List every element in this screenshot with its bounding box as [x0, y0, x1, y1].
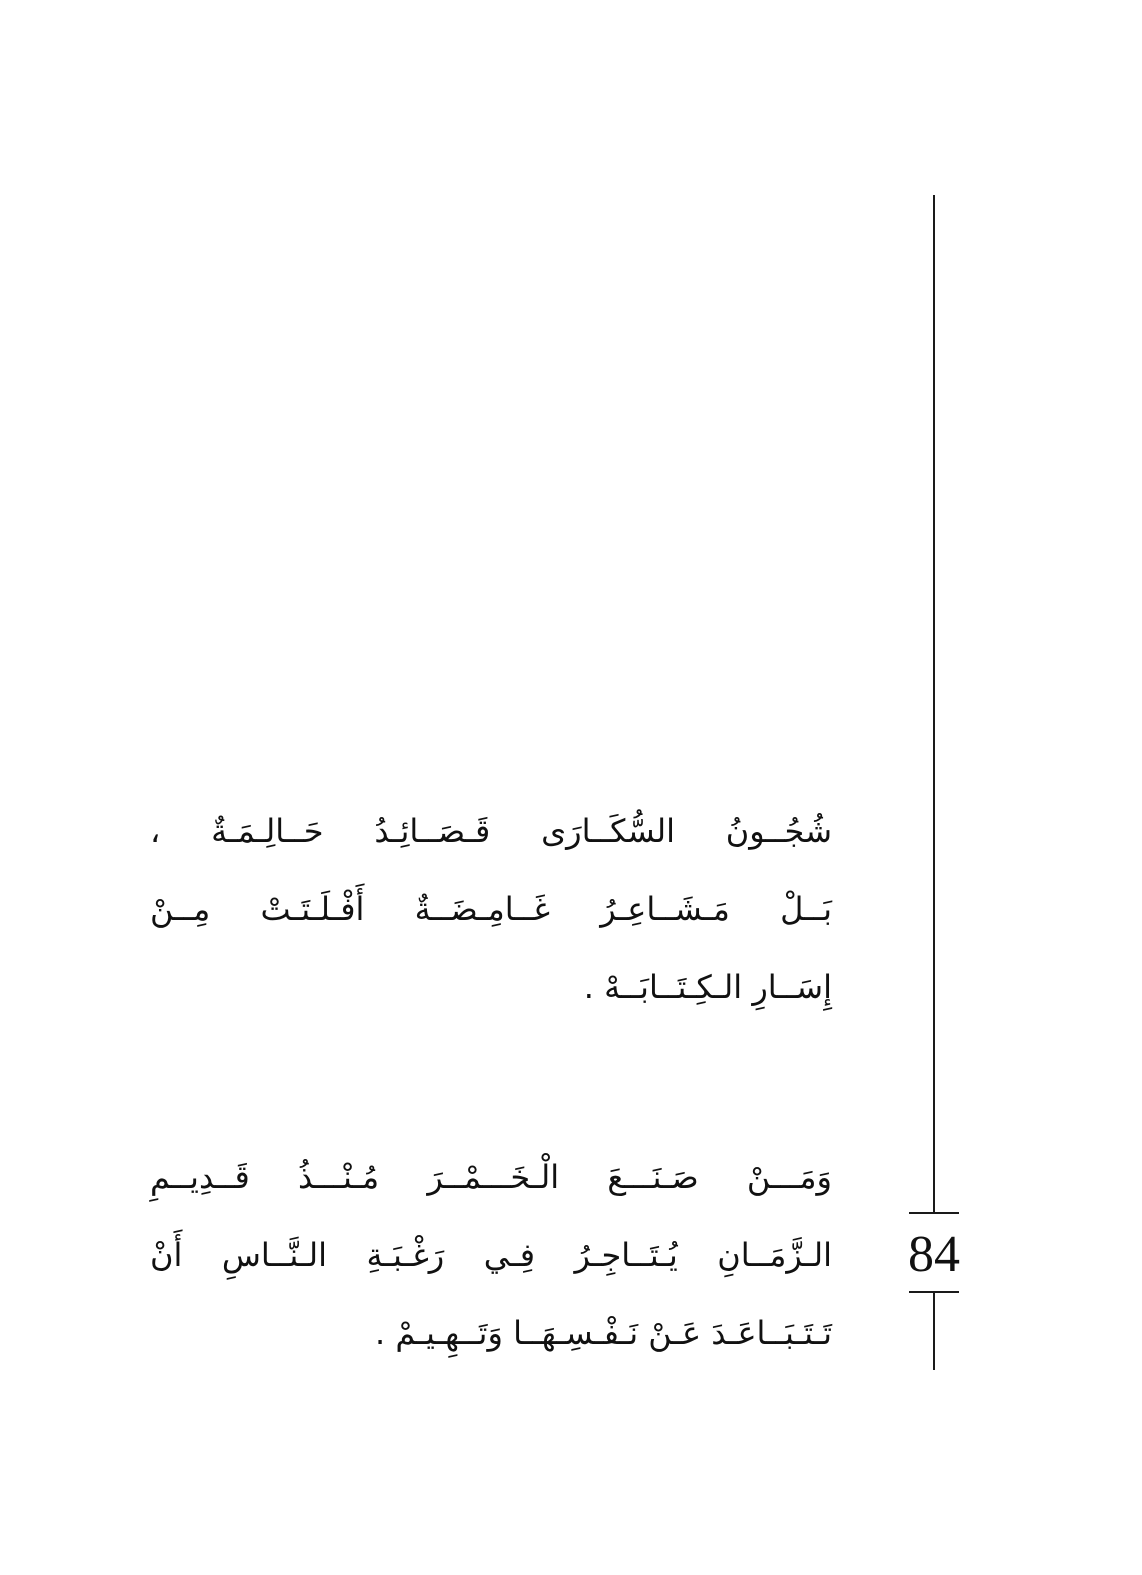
poem-stanza-1	[150, 792, 832, 1026]
poem-line: وَمَـــنْ صَـنَـــعَ الْـخَـــمْــرَ مُـنْـــذُ قَــدِيــمِ	[150, 1158, 832, 1196]
poem-line: إِسَــارِ الـكِـتَــابَــهْ .	[583, 968, 832, 1006]
page-number-tick-top	[909, 1212, 959, 1214]
poem-stanza-2	[150, 1138, 832, 1372]
page-number: 84	[908, 1226, 960, 1283]
poem-line: بَــلْ مَـشَــاعِـرُ غَــامِـضَــةٌ أَفْـلَـتَـتْ مِــنْ	[150, 890, 832, 928]
poem-line: شُجُــونُ السُّكَــارَى قَـصَــائِـدُ حَــالِـمَـةٌ ،	[150, 812, 832, 850]
margin-rule-bottom	[933, 1293, 935, 1370]
poem-line: الـزَّمَــانِ يُـتَــاجِـرُ فِـي رَغْـبَـةِ الـنَّــاسِ أَنْ	[150, 1236, 832, 1274]
margin-rule-top	[933, 195, 935, 1212]
poem-line: تَـتَـبَــاعَـدَ عَـنْ نَـفْـسِـهَــا وَتَــهِـيـمْ .	[375, 1314, 832, 1352]
